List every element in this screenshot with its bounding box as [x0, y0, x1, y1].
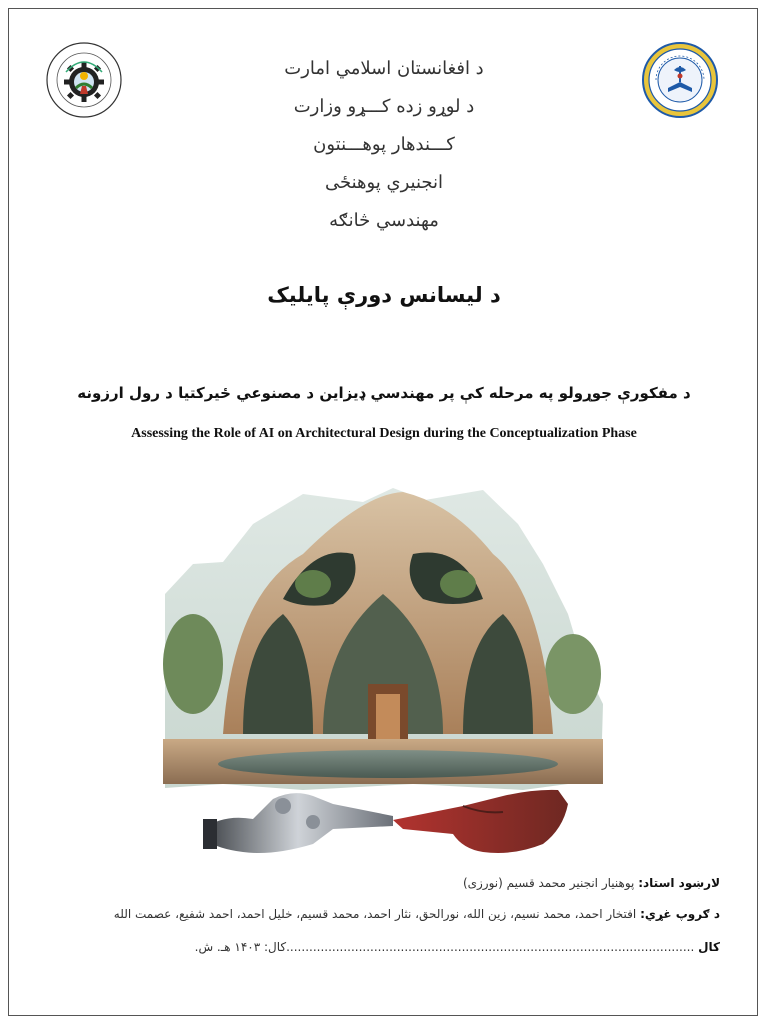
header-line-ministry: د لوړو زده کـــړو وزارت [293, 96, 475, 117]
cover-illustration [163, 484, 605, 864]
group-members-row [114, 907, 720, 921]
engineering-faculty-logo-icon [46, 42, 122, 118]
year-label: کال [698, 940, 720, 954]
supervisor-row [463, 876, 720, 890]
supervisor-name: پوهنیار انجنیر محمد قسیم (نورزی) [462, 876, 635, 890]
thesis-title-english: Assessing the Role of AI on Architectural Design during the Conceptualization Phase [131, 426, 637, 441]
header-line-emirate: د افغانستان اسلامي امارت [284, 58, 484, 79]
header-line-university: کـــندهار پوهـــنتون [313, 134, 455, 155]
degree-title: د لیسانس دورې پایلیک [267, 283, 501, 307]
thesis-title-pashto: د مفکورې جوړولو په مرحله کې پر مهندسي ډیزاین د مصنوعي ځیرکتیا د رول ارزونه [77, 384, 691, 402]
header-line-department: مهندسي څانګه [329, 210, 439, 231]
year-row [195, 940, 720, 954]
group-members-label: د ګروپ غړي: [640, 907, 720, 921]
supervisor-label: لارښود استاد: [638, 876, 720, 890]
kandahar-university-logo-icon [642, 42, 718, 118]
header-line-faculty: انجنیري پوهنځی [324, 172, 444, 193]
group-members-names: افتخار احمد، محمد نسیم، زین الله، نورالحق، نثار احمد، محمد قسیم، خلیل احمد، احمد شفیع، عصمت الله [113, 907, 637, 921]
year-value: ...........................................................................................................کال: ۱۴۰۳ هـ. ش. [194, 940, 695, 954]
institution-header [180, 50, 588, 240]
